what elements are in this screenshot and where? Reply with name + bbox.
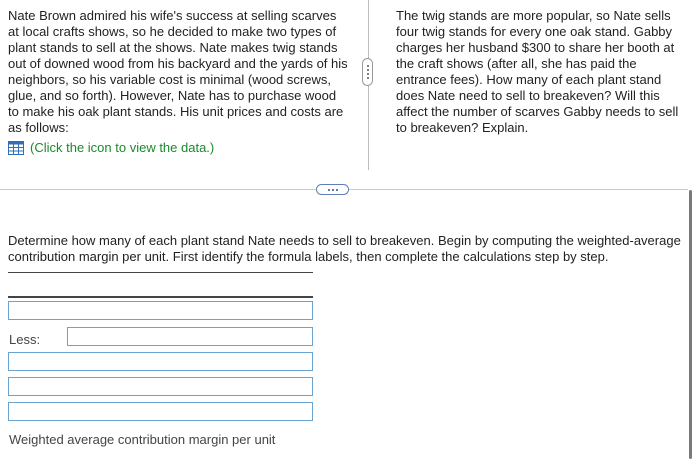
vertical-scrollbar[interactable]	[689, 190, 692, 459]
formula-row-1-input[interactable]	[8, 301, 313, 320]
formula-row-4-input[interactable]	[8, 377, 313, 396]
problem-question: The twig stands are more popular, so Nate sells four twig stands for every one oak stand. Gabby charges her husband $300 to share her booth at the craft shows (after all, she has paid the entrance fees). How many of each plant stand does Nate need to sell to breakeven? Will this affect the number of scarves Gabby needs to sell to breakeven? Explain.	[396, 8, 679, 135]
horizontal-resize-handle-icon[interactable]	[316, 184, 349, 195]
spreadsheet-grid-icon[interactable]	[8, 141, 24, 155]
formula-row-2-input[interactable]	[67, 327, 313, 346]
vertical-resize-handle-icon[interactable]	[362, 58, 373, 86]
table-header-rule	[8, 296, 313, 298]
formula-row-3-input[interactable]	[8, 352, 313, 371]
view-data-link[interactable]	[8, 140, 348, 156]
problem-right-panel	[396, 8, 688, 136]
view-data-link-label[interactable]: (Click the icon to view the data.)	[30, 140, 215, 155]
result-label: Weighted average contribution margin per unit	[9, 432, 276, 447]
problem-left-panel	[8, 8, 348, 156]
instruction-text: Determine how many of each plant stand Nate needs to sell to breakeven. Begin by computing the weighted-average contribution margin per unit. First identify the formula labels, then complete the calculations step by step.	[8, 233, 681, 264]
formula-row-5-input[interactable]	[8, 402, 313, 421]
problem-description: Nate Brown admired his wife's success at selling scarves at local crafts shows, so he decided to make two types of plant stands to sell at the shows. Nate makes twig stands out of downed wood from his backyard and the yards of his neighbors, so his variable cost is minimal (wood screws, glue, and so forth). However, Nate has to purchase wood to make his oak plant stands. His unit prices and costs are as follows:	[8, 8, 348, 135]
less-label: Less:	[9, 332, 41, 347]
table-top-rule	[8, 272, 313, 273]
